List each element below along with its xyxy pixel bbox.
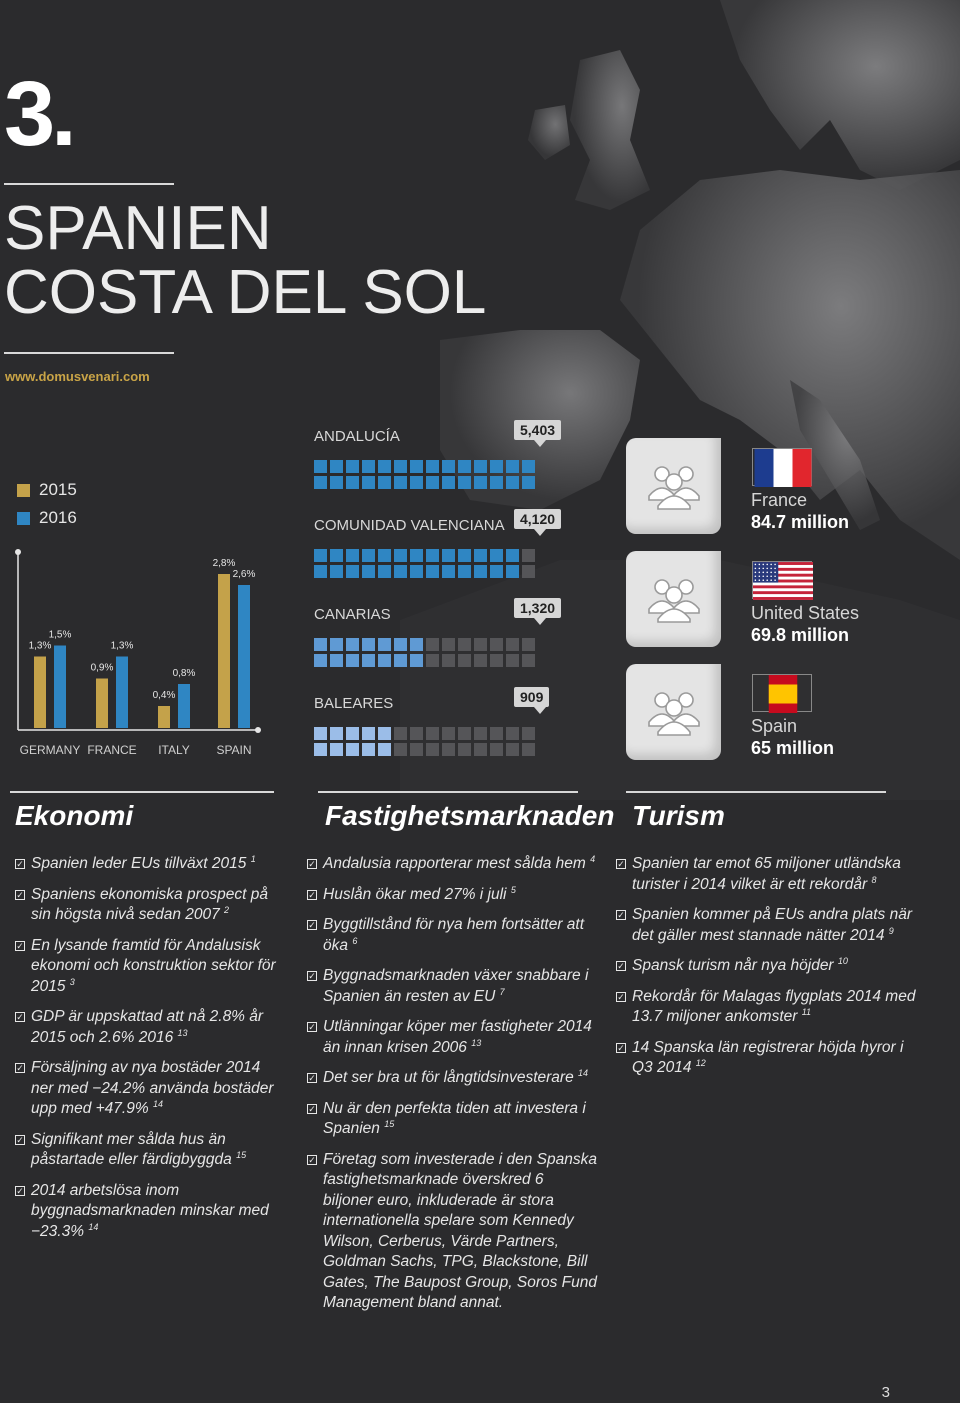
grid-cell <box>362 743 375 756</box>
bar-france-2016 <box>116 657 128 729</box>
region-unit-grid <box>314 638 535 667</box>
list-item <box>15 1181 285 1243</box>
grid-cell <box>490 565 503 578</box>
list-item <box>307 966 597 1007</box>
grid-cell <box>314 549 327 562</box>
grid-cell <box>522 727 535 740</box>
tourist-card <box>626 664 721 760</box>
people-group-icon <box>645 575 703 623</box>
ekonomi-section <box>15 800 285 1252</box>
legend-swatch <box>17 484 30 497</box>
region-value: 909 <box>514 687 549 707</box>
grid-cell <box>362 460 375 473</box>
grid-cell <box>506 654 519 667</box>
bar-value-label: 0,4% <box>152 690 176 701</box>
grid-cell <box>330 638 343 651</box>
footnote-ref: 13 <box>471 1037 482 1048</box>
list-item-text: Byggtillstånd för nya hem fortsätter att öka <box>323 916 585 954</box>
grid-cell <box>314 727 327 740</box>
grid-cell <box>442 743 455 756</box>
bar-value-label: 1,3% <box>28 640 52 652</box>
fastighet-section <box>307 800 615 1324</box>
grid-cell <box>378 727 391 740</box>
legend-swatch <box>17 512 30 525</box>
footnote-ref: 14 <box>88 1221 99 1232</box>
region-name: COMUNIDAD VALENCIANA <box>314 517 505 534</box>
gdp-growth-chart <box>10 540 270 765</box>
grid-cell <box>426 476 439 489</box>
grid-cell <box>458 727 471 740</box>
list-item <box>307 885 597 906</box>
grid-cell <box>410 743 423 756</box>
list-item-text: Företag som investerade i den Spanska fastighetsmarknade överskred 6 biljoner euro, inkluderade är stora internationella spelare som Kennedy Wilson, Cerberus, Värde Partners, Goldman Sachs, TPG, Blackstone, Bill Gates, The Baupost Group, Soros Fund Management bland annat. <box>323 1150 597 1311</box>
grid-cell <box>378 638 391 651</box>
checkbox-icon: ✓ <box>617 859 625 869</box>
tourist-count: 84.7 million <box>751 512 850 532</box>
axis-dot <box>15 549 21 555</box>
checkbox-icon: ✓ <box>16 1185 24 1196</box>
list-item <box>15 936 285 998</box>
checkbox-icon: ✓ <box>308 1073 316 1083</box>
grid-cell <box>330 549 343 562</box>
category-label: FRANCE <box>87 743 137 757</box>
list-item-text: Det ser bra ut för långtidsinvesterare <box>323 1069 579 1086</box>
grid-cell <box>490 549 503 562</box>
list-item <box>15 1130 285 1171</box>
grid-cell <box>442 460 455 473</box>
section-rule <box>318 791 578 793</box>
grid-cell <box>522 654 535 667</box>
grid-cell <box>410 654 423 667</box>
grid-cell <box>314 565 327 578</box>
bar-germany-2015 <box>34 657 46 729</box>
page-number: 3 <box>881 1384 890 1401</box>
list-item-text: Spaniens ekonomiska prospect på sin högsta nivå sedan 2007 <box>31 885 268 923</box>
list-item <box>15 1007 285 1048</box>
growth-legend <box>17 480 77 528</box>
legend-label: 2015 <box>39 480 77 499</box>
grid-cell <box>410 460 423 473</box>
checkbox-icon: ✓ <box>308 859 316 869</box>
grid-cell <box>378 654 391 667</box>
list-item <box>616 854 916 895</box>
grid-cell <box>506 476 519 489</box>
checkbox-icon: ✓ <box>16 889 24 900</box>
grid-cell <box>490 638 503 651</box>
grid-cell <box>362 727 375 740</box>
checkbox-icon: ✓ <box>308 920 316 930</box>
list-item-text: Spansk turism når nya höjder <box>632 957 838 974</box>
region-unit-grid <box>314 727 535 756</box>
grid-cell <box>426 743 439 756</box>
grid-cell <box>362 549 375 562</box>
grid-cell <box>330 565 343 578</box>
grid-cell <box>474 565 487 578</box>
footnote-ref: 11 <box>801 1006 812 1017</box>
section-heading: Fastighetsmarknaden <box>325 800 615 831</box>
grid-cell <box>426 460 439 473</box>
grid-cell <box>314 654 327 667</box>
footnote-ref: 7 <box>499 986 505 997</box>
region-sales-panel <box>314 420 564 760</box>
list-item <box>15 854 285 875</box>
list-item <box>307 915 597 956</box>
region-value: 4,120 <box>514 509 561 529</box>
spain-flag-icon <box>752 674 812 712</box>
section-rule <box>10 791 274 793</box>
grid-cell <box>442 638 455 651</box>
region-value: 1,320 <box>514 598 561 618</box>
grid-cell <box>394 565 407 578</box>
list-item <box>307 1068 597 1089</box>
footnote-ref: 12 <box>695 1057 706 1068</box>
checkbox-icon: ✓ <box>308 1022 316 1032</box>
grid-cell <box>490 743 503 756</box>
region-name: BALEARES <box>314 695 394 712</box>
list-item-text: Försäljning av nya bostäder 2014 ner med −24.2% använda bostäder upp med +47.9% <box>31 1059 274 1117</box>
divider <box>4 352 174 354</box>
grid-cell <box>522 565 535 578</box>
list-item <box>15 885 285 926</box>
checkbox-icon: ✓ <box>16 940 24 951</box>
grid-cell <box>410 476 423 489</box>
grid-cell <box>314 743 327 756</box>
section-rule <box>626 791 886 793</box>
grid-cell <box>490 460 503 473</box>
grid-cell <box>410 638 423 651</box>
grid-cell <box>522 638 535 651</box>
checkbox-icon: ✓ <box>308 889 316 900</box>
grid-cell <box>314 460 327 473</box>
list-item-text: Andalusia rapporterar mest sålda hem <box>323 855 591 872</box>
grid-cell <box>378 460 391 473</box>
legend-label: 2016 <box>39 508 77 527</box>
footnote-ref: 2 <box>224 904 230 915</box>
grid-cell <box>506 743 519 756</box>
bar-value-label: 1,5% <box>48 629 72 641</box>
grid-cell <box>330 654 343 667</box>
grid-cell <box>330 460 343 473</box>
checkbox-icon: ✓ <box>16 1012 24 1022</box>
checkbox-icon: ✓ <box>617 991 625 1002</box>
grid-cell <box>506 565 519 578</box>
region-value: 5,403 <box>514 420 561 440</box>
list-item-text: Signifikant mer sålda hus än påstartade eller färdigbyggda <box>31 1130 237 1168</box>
grid-cell <box>506 460 519 473</box>
checkbox-icon: ✓ <box>617 961 625 971</box>
grid-cell <box>346 743 359 756</box>
list-item <box>616 987 916 1028</box>
footnote-ref: 15 <box>384 1118 395 1129</box>
grid-cell <box>506 727 519 740</box>
grid-cell <box>474 549 487 562</box>
grid-cell <box>426 638 439 651</box>
grid-cell <box>474 460 487 473</box>
grid-cell <box>410 727 423 740</box>
grid-cell <box>490 727 503 740</box>
grid-cell <box>330 476 343 489</box>
grid-cell <box>522 460 535 473</box>
grid-cell <box>458 476 471 489</box>
grid-cell <box>474 476 487 489</box>
grid-cell <box>362 476 375 489</box>
grid-cell <box>474 654 487 667</box>
grid-cell <box>362 638 375 651</box>
grid-cell <box>522 549 535 562</box>
grid-cell <box>346 476 359 489</box>
grid-cell <box>458 638 471 651</box>
legend-item-2016 <box>17 508 77 528</box>
category-label: ITALY <box>158 743 190 757</box>
tourist-count: 65 million <box>751 738 835 758</box>
grid-cell <box>410 549 423 562</box>
turism-section <box>616 800 916 1089</box>
grid-cell <box>394 460 407 473</box>
grid-cell <box>394 654 407 667</box>
list-item <box>307 854 597 875</box>
grid-cell <box>458 460 471 473</box>
footnote-ref: 5 <box>510 884 516 895</box>
section-number: 3. <box>4 63 73 165</box>
grid-cell <box>474 743 487 756</box>
checkbox-icon: ✓ <box>16 859 24 869</box>
grid-cell <box>346 727 359 740</box>
list-item <box>307 1017 597 1058</box>
grid-cell <box>394 638 407 651</box>
bar-france-2015 <box>96 679 108 729</box>
grid-cell <box>314 638 327 651</box>
grid-cell <box>378 743 391 756</box>
france-flag-icon <box>752 448 812 486</box>
checkbox-icon: ✓ <box>16 1134 24 1145</box>
tourist-card <box>626 551 721 647</box>
bar-germany-2016 <box>54 646 66 729</box>
grid-cell <box>362 654 375 667</box>
grid-cell <box>426 654 439 667</box>
list-item-text: En lysande framtid för Andalusisk ekonomi och konstruktion sektor för 2015 <box>31 936 276 995</box>
list-item-text: 14 Spanska län registrerar höjda hyror i Q3 2014 <box>632 1038 904 1076</box>
region-unit-grid <box>314 460 535 489</box>
tourist-card <box>626 438 721 534</box>
ekonomi-list <box>15 854 285 1242</box>
footnote-ref: 8 <box>871 874 877 885</box>
list-item-text: Byggnadsmarknaden växer snabbare i Spanien än resten av EU <box>323 967 589 1005</box>
grid-cell <box>442 565 455 578</box>
country-name: France <box>751 490 808 510</box>
checkbox-icon: ✓ <box>308 971 316 981</box>
checkbox-icon: ✓ <box>308 1154 316 1165</box>
footnote-ref: 6 <box>352 935 358 946</box>
grid-cell <box>474 727 487 740</box>
grid-cell <box>394 743 407 756</box>
grid-cell <box>330 727 343 740</box>
footnote-ref: 15 <box>236 1149 247 1160</box>
footnote-ref: 1 <box>250 853 256 864</box>
footnote-ref: 3 <box>69 976 75 987</box>
category-label: SPAIN <box>216 743 252 757</box>
grid-cell <box>474 638 487 651</box>
grid-cell <box>362 565 375 578</box>
fastighet-list <box>307 854 597 1314</box>
grid-cell <box>378 549 391 562</box>
list-item <box>616 905 916 946</box>
grid-cell <box>490 654 503 667</box>
grid-cell <box>458 654 471 667</box>
axis-dot <box>255 727 261 733</box>
section-heading: Ekonomi <box>15 800 134 831</box>
country-name: Spain <box>751 716 798 736</box>
list-item-text: Rekordår för Malagas flygplats 2014 med 13.7 miljoner ankomster <box>632 987 916 1025</box>
grid-cell <box>346 549 359 562</box>
page-title-line1: SPANIEN <box>4 194 272 263</box>
grid-cell <box>394 549 407 562</box>
list-item <box>15 1058 285 1120</box>
grid-cell <box>458 549 471 562</box>
checkbox-icon: ✓ <box>617 1042 625 1053</box>
grid-cell <box>426 549 439 562</box>
list-item-text: GDP är uppskattad att nå 2.8% år 2015 och 2.6% 2016 <box>31 1008 264 1046</box>
tourist-count: 69.8 million <box>751 625 850 645</box>
bar-spain-2016 <box>238 585 250 728</box>
footnote-ref: 4 <box>590 853 596 864</box>
checkbox-icon: ✓ <box>16 1063 24 1073</box>
bar-italy-2015 <box>158 706 170 728</box>
bar-value-label: 0,8% <box>172 668 196 679</box>
region-unit-grid <box>314 549 535 578</box>
website-link[interactable]: www.domusvenari.com <box>5 369 150 384</box>
list-item-text: Spanien leder EUs tillväxt 2015 <box>31 855 251 872</box>
grid-cell <box>522 743 535 756</box>
people-group-icon <box>645 688 703 736</box>
grid-cell <box>506 638 519 651</box>
grid-cell <box>410 565 423 578</box>
grid-cell <box>346 638 359 651</box>
bar-value-label: 1,3% <box>110 640 134 652</box>
grid-cell <box>346 565 359 578</box>
grid-cell <box>442 727 455 740</box>
list-item-text: Utlänningar köper mer fastigheter 2014 än innan krisen 2006 <box>323 1018 592 1056</box>
list-item <box>307 1099 597 1140</box>
checkbox-icon: ✓ <box>308 1103 316 1114</box>
turism-list <box>616 854 916 1079</box>
usa-flag-icon <box>752 561 812 599</box>
footnote-ref: 9 <box>888 925 894 936</box>
legend-item-2015 <box>17 480 77 500</box>
list-item-text: Spanien tar emot 65 miljoner utländska turister i 2014 vilket är ett rekordår <box>632 855 901 893</box>
bar-italy-2016 <box>178 684 190 728</box>
list-item-text: 2014 arbetslösa inom byggnadsmarknaden minskar med −23.3% <box>31 1181 269 1240</box>
grid-cell <box>394 727 407 740</box>
bar-value-label: 2,8% <box>212 558 236 569</box>
grid-cell <box>458 743 471 756</box>
region-name: CANARIAS <box>314 606 391 623</box>
country-name: United States <box>751 603 860 623</box>
region-name: ANDALUCÍA <box>314 428 400 445</box>
grid-cell <box>426 565 439 578</box>
list-item-text: Nu är den perfekta tiden att investera i Spanien <box>323 1099 586 1137</box>
footnote-ref: 14 <box>152 1098 163 1109</box>
list-item-text: Huslån ökar med 27% i juli <box>323 885 511 903</box>
grid-cell <box>394 476 407 489</box>
grid-cell <box>506 549 519 562</box>
category-label: GERMANY <box>19 743 81 757</box>
grid-cell <box>426 727 439 740</box>
grid-cell <box>458 565 471 578</box>
footnote-ref: 14 <box>578 1067 589 1078</box>
checkbox-icon: ✓ <box>617 910 625 920</box>
footnote-ref: 13 <box>177 1027 188 1038</box>
list-item <box>307 1150 597 1314</box>
grid-cell <box>490 476 503 489</box>
tourism-panel <box>626 438 956 763</box>
grid-cell <box>442 654 455 667</box>
footnote-ref: 10 <box>837 955 848 966</box>
grid-cell <box>522 476 535 489</box>
grid-cell <box>314 476 327 489</box>
list-item <box>616 956 916 977</box>
grid-cell <box>346 654 359 667</box>
grid-cell <box>378 565 391 578</box>
section-heading: Turism <box>632 800 725 831</box>
bar-spain-2015 <box>218 574 230 728</box>
people-group-icon <box>645 462 703 510</box>
grid-cell <box>378 476 391 489</box>
bar-value-label: 0,9% <box>90 662 114 674</box>
grid-cell <box>442 549 455 562</box>
grid-cell <box>442 476 455 489</box>
bar-value-label: 2,6% <box>232 569 256 580</box>
divider <box>4 183 174 185</box>
grid-cell <box>330 743 343 756</box>
list-item <box>616 1038 916 1079</box>
list-item-text: Spanien kommer på EUs andra plats när det gäller mest stannade nätter 2014 <box>632 906 913 944</box>
grid-cell <box>346 460 359 473</box>
page-title-line2: COSTA DEL SOL <box>4 258 487 327</box>
